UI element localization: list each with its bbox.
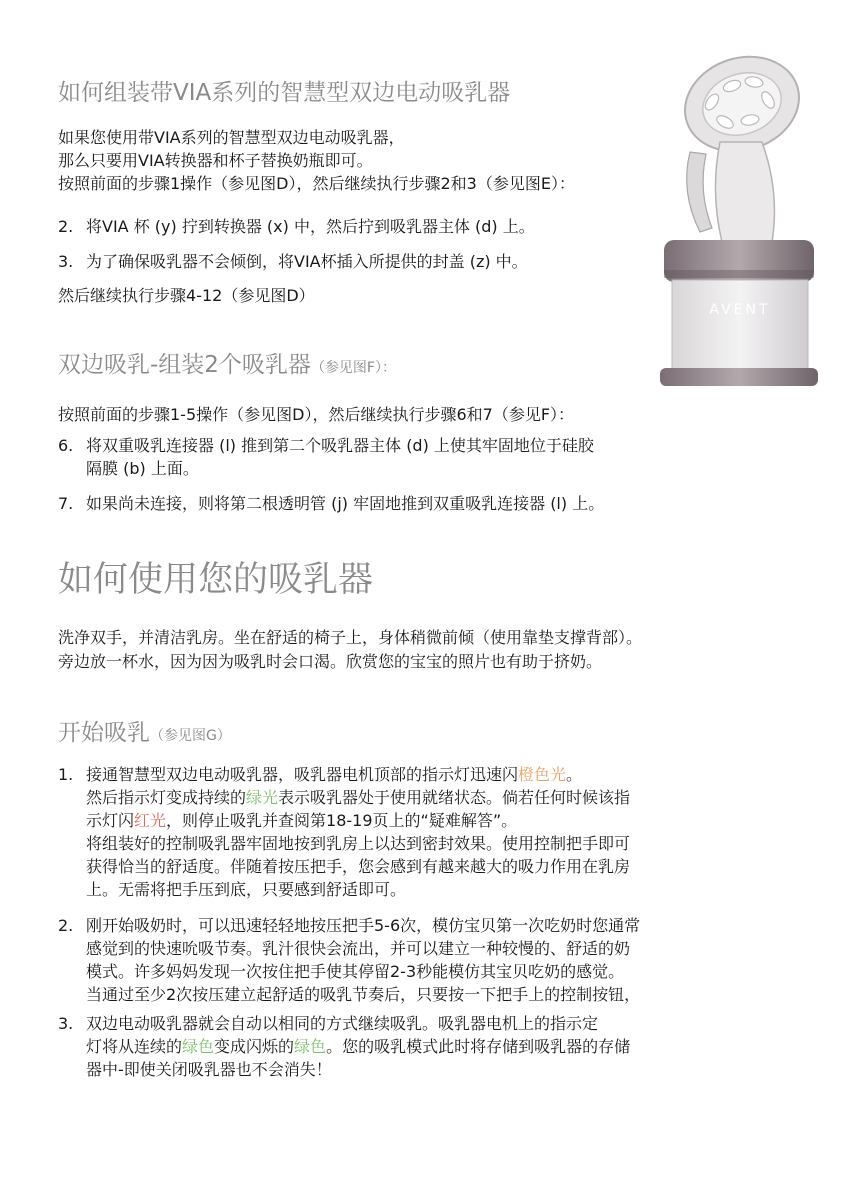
double-step-7	[58, 492, 758, 516]
orange-light-text: 橙色光	[518, 765, 567, 784]
section-double-intro: 按照前面的步骤1-5操作（参见图D），然后继续执行步骤6和7（参见F）：	[58, 405, 575, 424]
step-text-line-2: 灯将从连续的绿色变成闪烁的绿色。您的吸乳模式此时将存储到吸乳器的存储	[86, 1037, 631, 1056]
green-light-text: 绿光	[246, 788, 279, 807]
step-text-line-3: 模式。许多妈妈发现一次按住把手使其停留2-3秒能模仿其宝贝吃奶的感觉。	[86, 962, 625, 981]
section-double-title: 双边吸乳-组装2个吸乳器	[58, 352, 311, 378]
section-start-ref: （参见图G）	[150, 728, 231, 744]
start-step-1	[58, 763, 798, 903]
step-text-line-1: 接通智慧型双边电动吸乳器，吸乳器电机顶部的指示灯迅速闪橙色光。	[86, 765, 583, 784]
section-start-title-wrap	[58, 714, 231, 747]
section-via-intro-1: 如果您使用带VIA系列的智慧型双边电动吸乳器，	[58, 128, 405, 147]
step-text-line-5: 获得恰当的舒适度。伴随着按压把手，您会感到有越来越大的吸力作用在乳房	[86, 857, 631, 876]
step-number: 3.	[58, 1014, 74, 1033]
step-text-line-2: 然后指示灯变成持续的绿光表示吸乳器处于使用就绪状态。倘若任何时候该指	[86, 788, 631, 807]
step-text-line-2: 隔膜 (b) 上面。	[86, 459, 199, 478]
step-text-line-1: 如果尚未连接，则将第二根透明管 (j) 牢固地推到双重吸乳连接器 (l) 上。	[86, 494, 605, 513]
step-text-line-3: 示灯闪红光，则停止吸乳并查阅第18-19页上的“疑难解答”。	[86, 811, 518, 830]
step-text-line-1: 将双重吸乳连接器 (l) 推到第二个吸乳器主体 (d) 上使其牢固地位于硅胶	[86, 436, 594, 455]
start-step-3	[58, 1012, 798, 1084]
via-step-3	[58, 250, 658, 274]
green-light-text: 绿色	[294, 1037, 327, 1056]
section-double-title-wrap	[58, 346, 396, 379]
section-use-body-2: 旁边放一杯水，因为因为吸乳时会口渴。欣赏您的宝宝的照片也有助于挤奶。	[58, 652, 603, 671]
step-number: 1.	[58, 765, 74, 784]
green-light-text: 绿色	[182, 1037, 215, 1056]
section-start-title: 开始吸乳	[58, 720, 150, 746]
section-use-body-1: 洗净双手，并清洁乳房。坐在舒适的椅子上，身体稍微前倾（使用靠垫支撑背部）。	[58, 628, 643, 647]
step-text-line-4: 将组装好的控制吸乳器牢固地按到乳房上以达到密封效果。使用控制把手即可	[86, 834, 631, 853]
step-number: 2.	[58, 217, 74, 236]
step-number: 3.	[58, 252, 74, 271]
step-number: 7.	[58, 494, 74, 513]
section-via-intro-3: 按照前面的步骤1操作（参见图D），然后继续执行步骤2和3（参见图E）：	[58, 174, 575, 193]
breast-pump-image	[650, 42, 818, 397]
section-via-title: 如何组装带VIA系列的智慧型双边电动吸乳器	[58, 80, 511, 106]
section-double-ref: （参见图F）：	[310, 360, 396, 376]
step-number: 2.	[58, 916, 74, 935]
step-text-line-1: 刚开始吸奶时，可以迅速轻轻地按压把手5-6次，模仿宝贝第一次吃奶时您通常	[86, 916, 641, 935]
via-step-2	[58, 215, 658, 239]
section-via-intro-2: 那么只要用VIA转换器和杯子替换奶瓶即可。	[58, 151, 373, 170]
step-number: 6.	[58, 436, 74, 455]
step-text: 将VIA 杯 (y) 拧到转换器 (x) 中，然后拧到吸乳器主体 (d) 上。	[86, 217, 535, 236]
step-text-line-2: 感觉到的快速吮吸节奏。乳汁很快会流出，并可以建立一种较慢的、舒适的奶	[86, 939, 631, 958]
step-text: 为了确保吸乳器不会倾倒，将VIA杯插入所提供的封盖 (z) 中。	[86, 252, 528, 271]
product-brand-text: AVENT	[709, 302, 771, 318]
section-use-title: 如何使用您的吸乳器	[58, 560, 374, 600]
step-text-line-3: 器中-即使关闭吸乳器也不会消失！	[86, 1060, 332, 1079]
step-text-line-6: 上。无需将把手压到底，只要感到舒适即可。	[86, 880, 407, 899]
double-step-6	[58, 434, 758, 482]
red-light-text: 红光	[134, 811, 167, 830]
step-text-line-4: 当通过至少2次按压建立起舒适的吸乳节奏后，只要按一下把手上的控制按钮，	[86, 985, 641, 1004]
section-via-outro: 然后继续执行步骤4-12（参见图D）	[58, 286, 315, 305]
step-text-line-1: 双边电动吸乳器就会自动以相同的方式继续吸乳。吸乳器电机上的指示定	[86, 1014, 599, 1033]
start-step-2	[58, 914, 798, 1008]
